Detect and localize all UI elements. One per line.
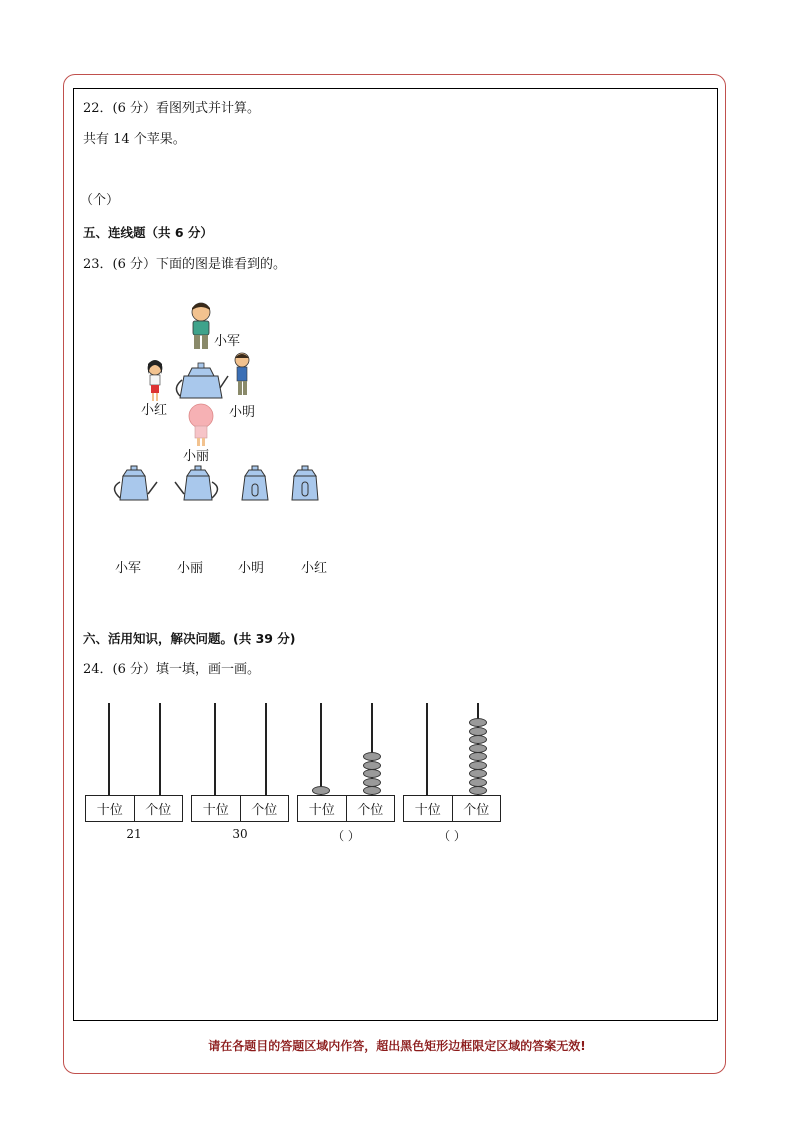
ones-label: 个位 <box>452 796 501 821</box>
abacus-value: （ ） <box>332 829 360 843</box>
tens-rod <box>426 703 428 796</box>
abacus-value: （ ） <box>438 829 466 843</box>
answer-0: 小军 <box>114 561 141 576</box>
abacus-bead <box>469 778 487 787</box>
abacus-bead <box>469 744 487 753</box>
q24-title: 24．(6 分）填一填，画一画。 <box>83 662 261 677</box>
teapot-view-side-left <box>115 466 158 500</box>
abacus-base <box>191 795 289 822</box>
ones-label: 个位 <box>346 796 395 821</box>
abacus-bead <box>363 786 381 795</box>
tens-label: 十位 <box>414 803 441 818</box>
ones-label: 个位 <box>134 796 183 821</box>
q22-unit: （个） <box>80 193 120 208</box>
q23-scene-figure <box>130 298 270 458</box>
q22-title: 22．(6 分）看图列式并计算。 <box>83 101 261 116</box>
label-xiaoming: 小明 <box>229 405 256 420</box>
tens-label: 十位 <box>308 803 335 818</box>
teapot-view-side-right <box>175 466 218 500</box>
ones-rod <box>265 703 267 796</box>
teapot-figure <box>176 363 228 398</box>
footer-notice: 请在各题目的答题区域内作答，超出黑色矩形边框限定区域的答案无效! <box>208 1039 586 1053</box>
teapot-views <box>105 462 330 504</box>
tens-label: 十位 <box>96 803 123 818</box>
ones-rod <box>159 703 161 796</box>
q23-title: 23．(6 分）下面的图是谁看到的。 <box>83 257 287 272</box>
answer-1: 小丽 <box>176 561 203 576</box>
abacus-base <box>85 795 183 822</box>
abacus-bead <box>363 752 381 761</box>
abacus-base <box>403 795 501 822</box>
abacus-bead <box>469 718 487 727</box>
ones-label: 个位 <box>240 796 289 821</box>
abacus-bead <box>469 752 487 761</box>
tens-rod <box>320 703 322 796</box>
girl-bottom-figure <box>189 404 213 446</box>
abacus-bead <box>363 769 381 778</box>
tens-rod <box>214 703 216 796</box>
section6-heading: 六、活用知识，解决问题。(共 39 分) <box>83 631 296 646</box>
label-xiaohong: 小红 <box>141 403 168 418</box>
abacus-base <box>297 795 395 822</box>
abacus-bead <box>363 778 381 787</box>
teapot-view-back <box>292 466 318 500</box>
section5-heading: 五、连线题（共 6 分） <box>83 225 213 240</box>
label-xiaojun: 小军 <box>214 334 241 349</box>
abacus-bead <box>469 735 487 744</box>
abacus-bead <box>363 761 381 770</box>
boy-top-figure <box>192 303 210 349</box>
abacus-bead <box>469 786 487 795</box>
answer-3: 小红 <box>300 561 327 576</box>
answer-2: 小明 <box>237 561 264 576</box>
teapot-view-front <box>242 466 268 500</box>
label-xiaoli: 小丽 <box>183 449 210 464</box>
q22-text: 共有 14 个苹果。 <box>83 132 186 147</box>
girl-left-figure <box>148 360 162 401</box>
tens-rod <box>108 703 110 796</box>
abacus-bead <box>312 786 330 795</box>
abacus-bead <box>469 761 487 770</box>
abacus-bead <box>469 769 487 778</box>
tens-label: 十位 <box>202 803 229 818</box>
abacus-bead <box>469 727 487 736</box>
boy-right-figure <box>235 353 249 395</box>
abacus-value: 21 <box>126 827 142 841</box>
abacus-value: 30 <box>232 827 248 841</box>
